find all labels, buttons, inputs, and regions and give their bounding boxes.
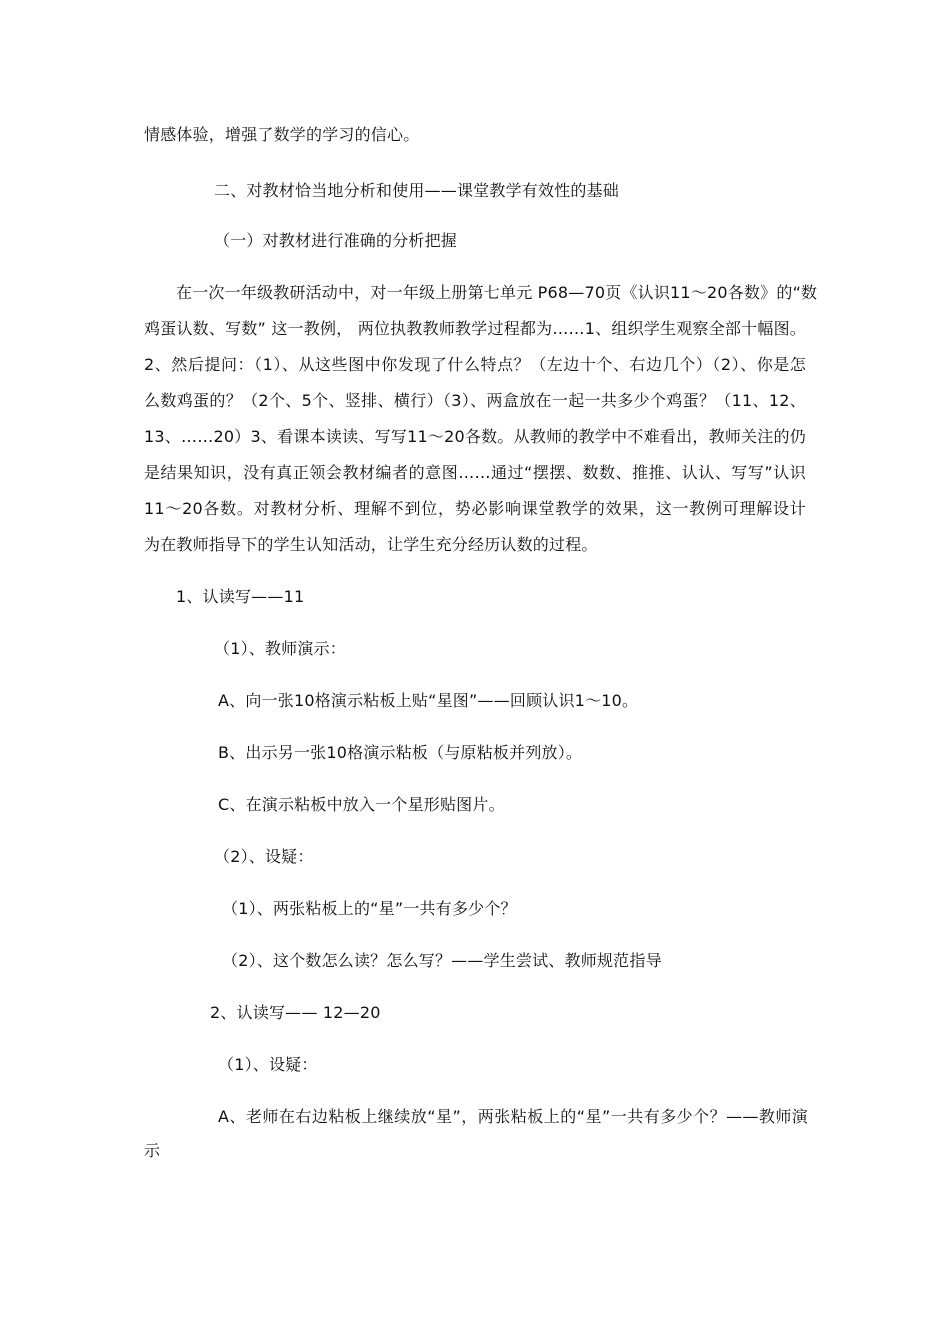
list-item: （2）、这个数怎么读？怎么写？——学生尝试、教师规范指导 xyxy=(222,951,662,970)
paragraph-line: 示 xyxy=(144,1141,161,1160)
list-item: （2）、设疑： xyxy=(214,847,314,866)
list-item: C、在演示粘板中放入一个星形贴图片。 xyxy=(218,795,505,814)
list-item: A、老师在右边粘板上继续放“星”，两张粘板上的“星”一共有多少个？——教师演 xyxy=(218,1107,808,1126)
list-item: 2、认读写—— 12—20 xyxy=(210,1003,381,1022)
list-item: （1）、设疑： xyxy=(218,1055,318,1074)
paragraph-line: 13、……20）3、看课本读读、写写11～20各数。从教师的教学中不难看出，教师关注的仍 xyxy=(144,427,806,446)
list-item: （1）、两张粘板上的“星”一共有多少个？ xyxy=(222,899,517,918)
paragraph-line: 么数鸡蛋的？（2个、5个、竖排、横行）（3）、两盒放在一起一共多少个鸡蛋？（11、12、 xyxy=(144,391,806,410)
paragraph-line: 11～20各数。对教材分析、理解不到位，势必影响课堂教学的效果，这一教例可理解设计 xyxy=(144,499,806,518)
section-heading: 二、对教材恰当地分析和使用——课堂教学有效性的基础 xyxy=(214,181,620,200)
list-item: 1、认读写——11 xyxy=(176,587,305,606)
paragraph-line: 情感体验，增强了数学的学习的信心。 xyxy=(144,125,420,144)
paragraph-line: 是结果知识，没有真正领会教材编者的意图……通过“摆摆、数数、推推、认认、写写”认识 xyxy=(144,463,806,482)
paragraph-line: 鸡蛋认数、写数” 这一教例， 两位执教教师教学过程都为……1、组织学生观察全部十幅图。 xyxy=(144,319,806,338)
subsection-heading: （一）对教材进行准确的分析把握 xyxy=(214,231,458,250)
list-item: （1）、教师演示： xyxy=(214,639,346,658)
list-item: A、向一张10格演示粘板上贴“星图”——回顾认识1～10。 xyxy=(218,691,639,710)
paragraph-line: 2、然后提问：（1）、从这些图中你发现了什么特点？（左边十个、右边几个）（2）、你是怎 xyxy=(144,355,806,374)
paragraph-line: 为在教师指导下的学生认知活动，让学生充分经历认数的过程。 xyxy=(144,535,598,554)
list-item: B、出示另一张10格演示粘板（与原粘板并列放）。 xyxy=(218,743,583,762)
paragraph-line: 在一次一年级教研活动中，对一年级上册第七单元 P68—70页《认识11～20各数》的“数 xyxy=(176,283,818,302)
